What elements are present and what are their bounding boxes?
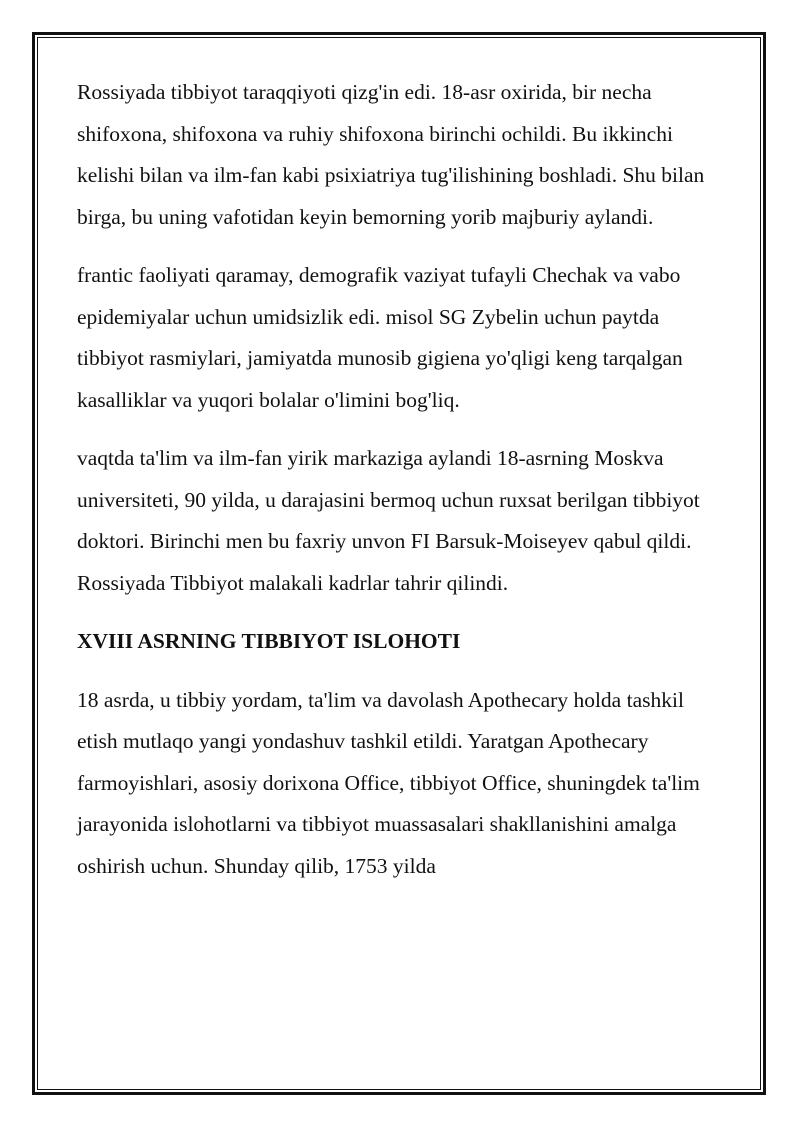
- paragraph-4: 18 asrda, u tibbiy yordam, ta'lim va davolash Apothecary holda tashkil etish mutlaqo yangi yondashuv tashkil etildi. Yaratgan Apothecary farmoyishlari, asosiy dorixona Office, tibbiyot Office, shuningdek ta'lim jarayonida islohotlarni va tibbiyot muassasalari shakllanishini amalga oshirish uchun. Shunday qilib, 1753 yilda: [77, 687, 700, 878]
- section-heading: XVIII ASRNING TIBBIYOT ISLOHOTI: [77, 629, 461, 653]
- paragraph-1: Rossiyada tibbiyot taraqqiyoti qizg'in edi. 18-asr oxirida, bir necha shifoxona, shifoxona va ruhiy shifoxona birinchi ochildi. Bu ikkinchi kelishi bilan va ilm-fan kabi psixiatriya tug'ilishining boshladi. Shu bilan birga, bu uning vafotidan keyin bemorning yorib majburiy aylandi.: [77, 80, 705, 229]
- document-body: [77, 72, 727, 904]
- paragraph-2: frantic faoliyati qaramay, demografik vaziyat tufayli Chechak va vabo epidemiyalar uchun umidsizlik edi. misol SG Zybelin uchun paytda tibbiyot rasmiylari, jamiyatda munosib gigiena yo'qligi keng tarqalgan kasalliklar va yuqori bolalar o'limini bog'liq.: [77, 263, 683, 412]
- paragraph-3: vaqtda ta'lim va ilm-fan yirik markaziga aylandi 18-asrning Moskva universiteti, 90 yilda, u darajasini bermoq uchun ruxsat berilgan tibbiyot doktori. Birinchi men bu faxriy unvon FI Barsuk-Moiseyev qabul qildi. Rossiyada Tibbiyot malakali kadrlar tahrir qilindi.: [77, 446, 700, 595]
